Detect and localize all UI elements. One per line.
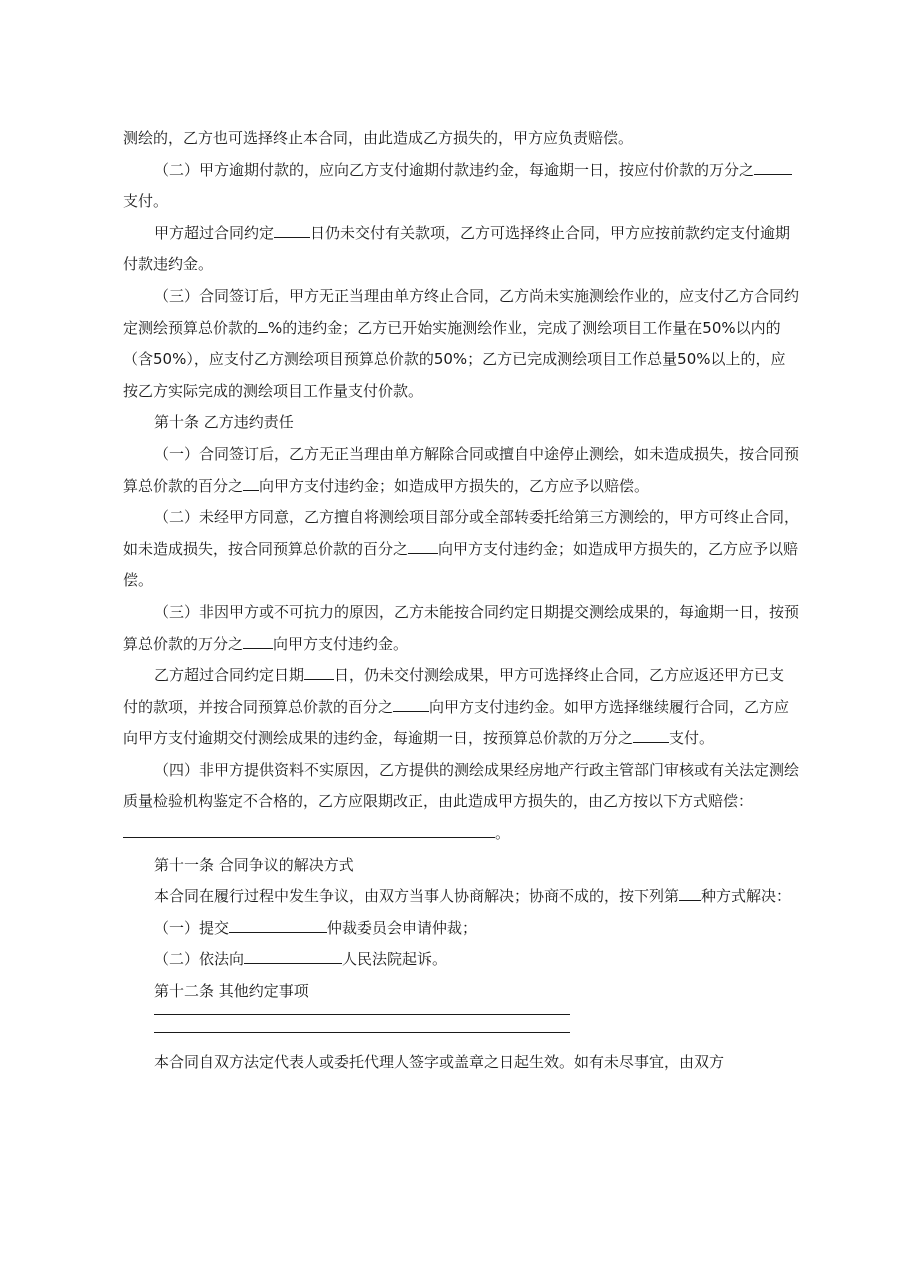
blank-field (679, 885, 701, 901)
blank-field (244, 948, 342, 964)
blank-field (633, 727, 669, 743)
blank-field (243, 633, 273, 649)
blank-field (258, 317, 268, 333)
blank-line (154, 1017, 570, 1033)
paragraph-8: （三）非因甲方或不可抗力的原因，乙方未能按合同约定日期提交测绘成果的，每逾期一日，按预算总价款的万分之 向甲方支付违约金。 (123, 602, 800, 653)
paragraph-16: 本合同自双方法定代表人或委托代理人签字或盖章之日起生效。如有未尽事宜，由双方 (154, 1052, 725, 1071)
paragraph-7: （二）未经甲方同意，乙方擅自将测绘项目部分或全部转委托给第三方测绘的，甲方可终止合同，如未造成损失，按合同预算总价款的百分之 向甲方支付违约金；如造成甲方损失的，乙方应予以赔偿。 (123, 508, 800, 590)
paragraph-1: 测绘的，乙方也可选择终止本合同，由此造成乙方损失的，甲方应负责赔偿。 (123, 129, 634, 147)
paragraph-3: 甲方超过合同约定 日仍未交付有关款项，乙方可选择终止合同，甲方应按前款约定支付逾期付款违约金。 (123, 223, 791, 274)
blank-field (393, 696, 429, 712)
blank-field (304, 664, 334, 680)
blank-field (408, 538, 438, 554)
article-10-heading: 第十条 乙方违约责任 (154, 413, 294, 432)
blank-field (754, 159, 792, 175)
blank-field (274, 222, 310, 238)
blank-field (123, 822, 495, 838)
paragraph-9: 乙方超过合同约定日期 日，仍未交付测绘成果，甲方可选择终止合同，乙方应返还甲方已支付的款项，并按合同预算总价款的百分之 向甲方支付违约金。如甲方选择继续履行合同，乙方应向甲方支付逾期交付测绘成果的违约金，每逾期一日，按预算总价款的万分之 支付。 (123, 666, 790, 748)
paragraph-4: （三）合同签订后，甲方无正当理由单方终止合同，乙方尚未实施测绘作业的，应支付乙方合同约定测绘预算总价款的 %的违约金；乙方已开始实施测绘作业，完成了测绘项目工作量在50%以内的（含50%），应支付乙方测绘项目预算总价款的50%；乙方已完成测绘项目工作总量50%以上的，应按乙方实际完成的测绘项目工作量支付价款。 (123, 286, 800, 400)
contract-document (123, 123, 799, 1078)
paragraph-2: （二）甲方逾期付款的，应向乙方支付逾期付款违约金，每逾期一日，按应付价款的万分之支付。 (123, 155, 799, 218)
paragraph-13: （一）提交 仲裁委员会申请仲裁； (154, 918, 478, 937)
paragraph-6: （一）合同签订后，乙方无正当理由单方解除合同或擅自中途停止测绘，如未造成损失，按合同预算总价款的百分之 向甲方支付违约金；如造成甲方损失的，乙方应予以赔偿。 (123, 444, 800, 495)
blank-field (229, 917, 327, 933)
paragraph-14: （二）依法向 人民法院起诉。 (154, 950, 448, 969)
article-12-heading: 第十二条 其他约定事项 (154, 982, 309, 1001)
paragraph-10: （四）非甲方提供资料不实原因，乙方提供的测绘成果经房地产行政主管部门审核或有关法定测绘质量检验机构鉴定不合格的，乙方应限期改正，由此造成甲方损失的，由乙方按以下方式赔偿：。 (123, 760, 800, 843)
paragraph-12: 本合同在履行过程中发生争议，由双方当事人协商解决；协商不成的，按下列第 种方式解决： (154, 887, 792, 906)
blank-field (243, 475, 259, 491)
article-11-heading: 第十一条 合同争议的解决方式 (154, 855, 354, 874)
